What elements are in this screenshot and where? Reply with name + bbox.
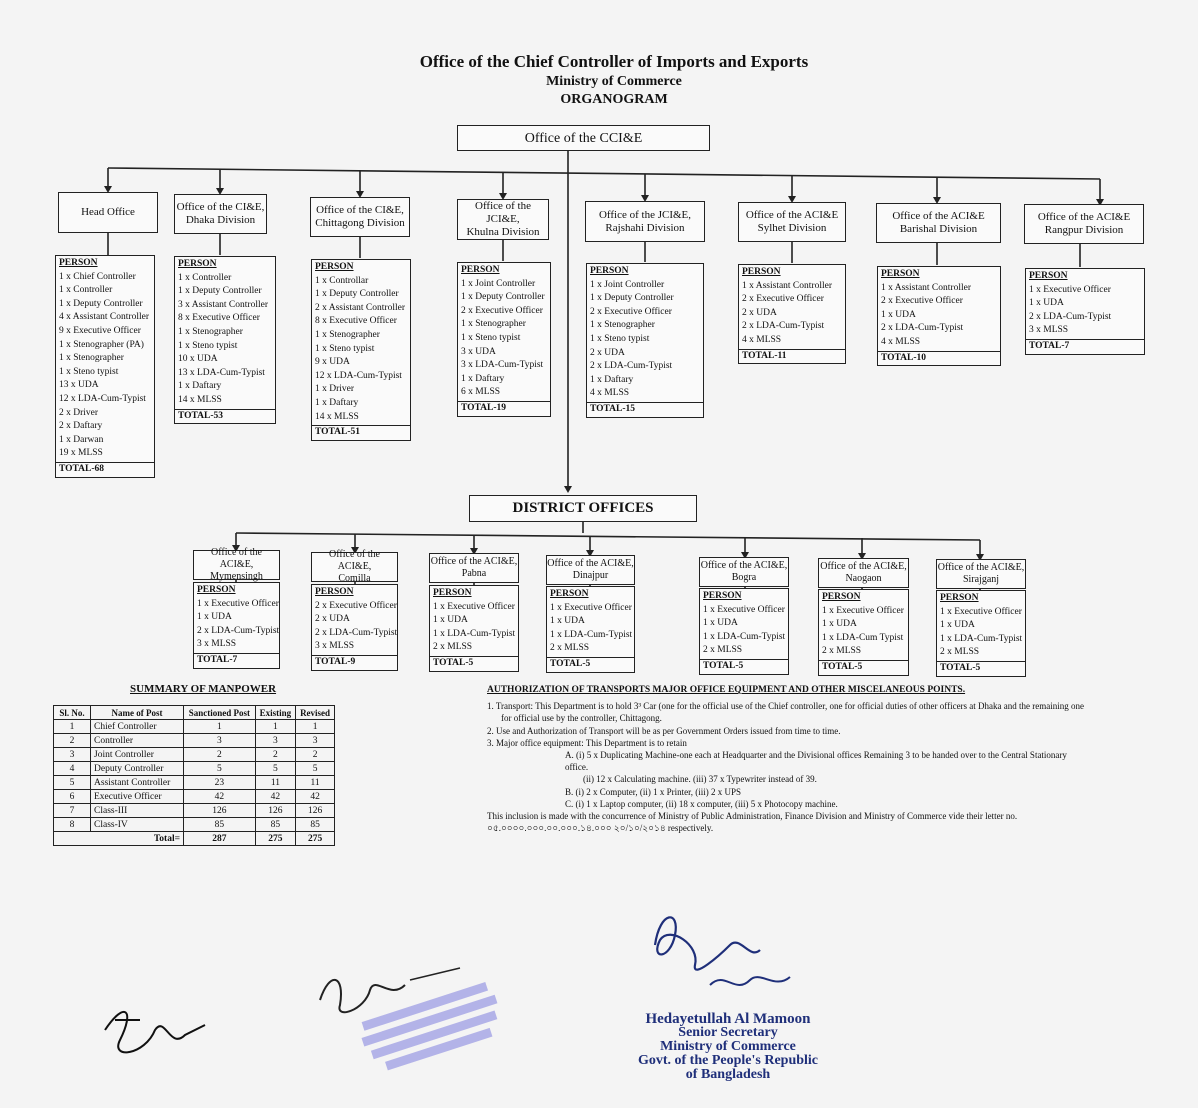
staff-line: 2 x MLSS [550, 643, 590, 654]
staff-line: 2 x Daftary [59, 421, 103, 432]
staff-line: 1 x Executive Officer [197, 598, 279, 609]
staff-line: 1 x Daftary [461, 373, 505, 384]
district-label-line: Office of the ACI&E, [820, 561, 907, 572]
summary-row [54, 720, 335, 734]
summary-cell: 85 [296, 818, 335, 832]
staff-line: 1 x LDA-Cum-Typist [703, 631, 786, 642]
staff-line: 1 x Controllar [315, 275, 369, 286]
division-label-line: Office of the CI&E, [316, 204, 404, 216]
staff-line: 1 x UDA [703, 618, 738, 629]
staff-line: 6 x MLSS [461, 387, 501, 398]
district-box-bogra [699, 557, 789, 587]
staff-line: 1 x UDA [940, 620, 975, 631]
staff-line: 3 x UDA [461, 346, 496, 357]
staff-line: 1 x Daftary [178, 381, 222, 392]
division-box-head-office [58, 192, 158, 233]
staff-line: 2 x LDA-Cum-Typist [742, 321, 825, 332]
district-label-line: Sirajganj [962, 574, 1000, 585]
summary-cell: Class-III [91, 804, 184, 818]
organogram-label: ORGANOGRAM [560, 92, 668, 107]
summary-cell: 11 [296, 776, 335, 790]
summary-cell: 11 [255, 776, 295, 790]
staff-line: 13 x UDA [59, 380, 99, 391]
staff-total: TOTAL-5 [547, 657, 634, 672]
person-heading: PERSON [703, 591, 742, 601]
summary-total-sanctioned: 287 [184, 832, 256, 846]
staff-line: 1 x UDA [197, 612, 232, 623]
person-box-sylhet [738, 264, 846, 364]
signatory-title: Senior Secretary [678, 1025, 778, 1040]
summary-cell: 1 [255, 720, 295, 734]
ministry-subtitle: Ministry of Commerce [546, 74, 682, 89]
summary-cell: 2 [184, 748, 256, 762]
authorization-sub-a2: (ii) 12 x Calculating machine. (iii) 37 x Typewriter instead of 39. [583, 774, 817, 785]
division-box-rangpur [1024, 204, 1144, 244]
staff-total: TOTAL-5 [819, 660, 908, 675]
district-box-dinajpur [546, 555, 635, 585]
district-box-naogaon [818, 558, 909, 588]
staff-line: 1 x Executive Officer [940, 606, 1022, 617]
staff-line: 1 x Steno typist [461, 332, 521, 343]
staff-line: 3 x Assistant Controller [178, 299, 268, 310]
staff-total: TOTAL-51 [312, 425, 410, 440]
staff-line: 1 x Chief Controller [59, 271, 136, 282]
summary-cell: 3 [296, 734, 335, 748]
summary-row [54, 790, 335, 804]
authorization-closing: This inclusion is made with the concurrence of Ministry of Public Administration, Finance Division and Ministry of Commerce vide their letter no. ০৫.০০০০.০০০.০০.০০০.১৪.০০০ ২০/১০/২০১৪ respectively. [487, 811, 1018, 834]
signatory-name: Hedayetullah Al Mamoon [645, 1011, 811, 1027]
staff-line: 4 x MLSS [742, 334, 782, 345]
staff-line: 2 x MLSS [822, 646, 862, 657]
staff-line: 1 x UDA [550, 616, 585, 627]
staff-line: 8 x Executive Officer [315, 316, 397, 327]
person-heading: PERSON [178, 259, 217, 269]
person-heading: PERSON [822, 592, 861, 602]
district-label-line: Office of the ACI&E, [430, 556, 518, 567]
staff-line: 2 x UDA [590, 347, 625, 358]
authorization-section [487, 684, 1087, 834]
staff-line: 1 x Assistant Controller [881, 282, 971, 293]
district-label-line: Comilla [338, 573, 371, 584]
staff-line: 1 x Daftary [590, 374, 634, 385]
staff-total: TOTAL-53 [175, 409, 275, 424]
staff-line: 9 x UDA [315, 357, 350, 368]
district-box-mymensingh [193, 547, 280, 582]
staff-total: TOTAL-19 [458, 401, 550, 416]
division-box-rajshahi [585, 201, 705, 242]
person-box-dinajpur [546, 586, 635, 673]
staff-total: TOTAL-5 [430, 656, 518, 671]
person-box-chittagong [311, 259, 411, 441]
summary-row [54, 818, 335, 832]
person-box-pabna [429, 585, 519, 672]
staff-total: TOTAL-5 [700, 659, 788, 674]
summary-total-label: Total= [54, 832, 184, 846]
person-heading: PERSON [315, 262, 354, 272]
summary-cell: 7 [54, 804, 91, 818]
district-label-line: Naogaon [845, 573, 882, 584]
staff-line: 3 x LDA-Cum-Typist [461, 360, 544, 371]
person-box-rajshahi [586, 263, 704, 418]
staff-line: 2 x Assistant Controller [315, 302, 405, 313]
district-label-line: Office of the ACI&E, [700, 560, 788, 571]
staff-line: 1 x UDA [433, 615, 468, 626]
staff-line: 1 x Stenographer [315, 329, 380, 340]
division-label-line: Office of the ACI&E [1037, 211, 1131, 223]
staff-line: 1 x Joint Controller [461, 278, 536, 289]
summary-header-cell: Existing [255, 706, 295, 720]
summary-table [53, 705, 335, 846]
division-label-line: Office of the ACI&E [892, 210, 985, 222]
staff-line: 1 x Controller [178, 272, 232, 283]
staff-line: 1 x Deputy Controller [461, 292, 545, 303]
person-heading: PERSON [461, 265, 500, 275]
staff-line: 1 x UDA [881, 309, 916, 320]
staff-line: 1 x Controller [59, 285, 113, 296]
summary-total-row [54, 832, 335, 846]
summary-cell: 3 [255, 734, 295, 748]
summary-total-existing: 275 [255, 832, 295, 846]
summary-cell: 3 [54, 748, 91, 762]
summary-row [54, 748, 335, 762]
staff-line: 1 x LDA-Cum-Typist [433, 628, 516, 639]
signatory-country: of Bangladesh [685, 1067, 771, 1082]
summary-row [54, 776, 335, 790]
district-label-line: Office of the ACI&E, [547, 558, 634, 569]
staff-total: TOTAL-5 [937, 661, 1025, 676]
staff-line: 1 x Executive Officer [1029, 284, 1111, 295]
staff-line: 2 x Executive Officer [461, 305, 543, 316]
staff-line: 3 x MLSS [1029, 325, 1069, 336]
staff-line: 1 x Steno typist [315, 343, 375, 354]
signatory-govt: Govt. of the People's Republic [637, 1053, 819, 1068]
staff-line: 1 x LDA-Cum-Typist [940, 633, 1023, 644]
division-label-line: Rangpur Division [1044, 224, 1124, 236]
summary-cell: 4 [54, 762, 91, 776]
staff-line: 1 x Assistant Controller [742, 280, 832, 291]
staff-line: 1 x Executive Officer [433, 601, 515, 612]
summary-cell: Joint Controller [91, 748, 184, 762]
division-box-sylhet [738, 202, 846, 242]
summary-cell: 85 [255, 818, 295, 832]
person-box-dhaka [174, 256, 276, 424]
staff-line: 14 x MLSS [315, 411, 359, 422]
summary-cell: 8 [54, 818, 91, 832]
handwritten-signature-left [95, 990, 215, 1070]
staff-line: 2 x Driver [59, 407, 99, 418]
staff-line: 1 x LDA-Cum Typist [822, 632, 904, 643]
summary-cell: Executive Officer [91, 790, 184, 804]
summary-cell: 126 [255, 804, 295, 818]
authorization-heading: AUTHORIZATION OF TRANSPORTS MAJOR OFFICE EQUIPMENT AND OTHER MISCELANEOUS POINTS. [487, 685, 966, 695]
district-box-comilla [311, 549, 398, 584]
summary-cell: 126 [296, 804, 335, 818]
staff-line: 4 x Assistant Controller [59, 312, 149, 323]
staff-total: TOTAL-9 [312, 655, 397, 670]
person-box-comilla [311, 584, 398, 671]
authorization-item-1: 1. Transport: This Department is to hold 3³ Car (one for the official use of the Chief controller, one for official duties of other officers at Dhaka and the remaining one for official use by the controller, Chittagong. [487, 701, 1085, 724]
summary-header-cell: Sl. No. [54, 706, 91, 720]
official-stamp-signature [310, 960, 530, 1100]
signatory-block [628, 1012, 828, 1082]
division-label-line: Dhaka Division [185, 214, 256, 226]
person-heading: PERSON [1029, 271, 1068, 281]
summary-header-cell: Name of Post [91, 706, 184, 720]
authorization-sub-b: B. (i) 2 x Computer, (ii) 1 x Printer, (iii) 2 x UPS [565, 786, 742, 797]
staff-total: TOTAL-7 [1026, 339, 1144, 354]
staff-line: 2 x MLSS [940, 647, 980, 658]
person-heading: PERSON [940, 593, 979, 603]
staff-line: 2 x LDA-Cum-Typist [315, 627, 398, 638]
summary-cell: 1 [54, 720, 91, 734]
staff-line: 1 x Stenographer [59, 353, 124, 364]
district-label-line: Office of the ACI&E, [937, 562, 1025, 573]
staff-line: 2 x UDA [742, 307, 777, 318]
division-box-khulna [457, 199, 549, 240]
staff-line: 1 x Executive Officer [550, 602, 632, 613]
summary-cell: 42 [255, 790, 295, 804]
staff-line: 9 x Executive Officer [59, 325, 141, 336]
summary-cell: Deputy Controller [91, 762, 184, 776]
staff-total: TOTAL-7 [194, 653, 279, 668]
staff-line: 1 x Stenographer [590, 320, 655, 331]
district-label-line: Bogra [731, 572, 757, 583]
staff-line: 1 x Stenographer [178, 326, 243, 337]
staff-line: 1 x Darwan [59, 434, 104, 445]
signatory-signature [640, 905, 810, 1010]
summary-cell: 6 [54, 790, 91, 804]
district-label-line: Office of the ACI&E, [211, 547, 262, 570]
authorization-sub-c: C. (i) 1 x Laptop computer, (ii) 18 x computer, (iii) 5 x Photocopy machine. [565, 798, 838, 809]
person-box-sirajganj [936, 590, 1026, 677]
person-box-barishal [877, 266, 1001, 366]
summary-cell: Chief Controller [91, 720, 184, 734]
staff-line: 2 x LDA-Cum-Typist [197, 625, 280, 636]
staff-line: 2 x Executive Officer [590, 306, 672, 317]
summary-cell: Assistant Controller [91, 776, 184, 790]
staff-line: 1 x Steno typist [178, 340, 238, 351]
district-offices-label: DISTRICT OFFICES [512, 500, 654, 516]
staff-total: TOTAL-15 [587, 402, 703, 417]
summary-cell: Class-IV [91, 818, 184, 832]
division-box-barishal [876, 203, 1001, 243]
summary-cell: 23 [184, 776, 256, 790]
summary-cell: 2 [255, 748, 295, 762]
staff-line: 10 x UDA [178, 354, 218, 365]
staff-line: 1 x Steno typist [590, 333, 650, 344]
person-heading: PERSON [742, 267, 781, 277]
summary-table-body [54, 720, 335, 832]
staff-line: 12 x LDA-Cum-Typist [315, 370, 402, 381]
district-label-line: Pabna [461, 568, 487, 579]
staff-line: 1 x Deputy Controller [178, 286, 262, 297]
district-box-pabna [429, 553, 519, 583]
summary-row [54, 734, 335, 748]
staff-line: 4 x MLSS [881, 336, 921, 347]
staff-line: 4 x MLSS [590, 388, 630, 399]
staff-line: 3 x MLSS [315, 641, 355, 652]
staff-line: 1 x UDA [1029, 298, 1064, 309]
person-box-mymensingh [193, 582, 280, 669]
staff-line: 1 x Daftary [315, 397, 359, 408]
staff-line: 8 x Executive Officer [178, 313, 260, 324]
staff-line: 2 x UDA [315, 614, 350, 625]
division-label-line: Khulna Division [466, 226, 540, 238]
person-heading: PERSON [197, 585, 236, 595]
authorization-item-3: 3. Major office equipment: This Department is to retain [487, 737, 687, 748]
person-box-khulna [457, 262, 551, 417]
staff-line: 2 x Executive Officer [881, 296, 963, 307]
staff-line: 1 x Executive Officer [822, 605, 904, 616]
staff-line: 1 x UDA [822, 619, 857, 630]
authorization-sub-a: A. (i) 5 x Duplicating Machine-one each at Headquarter and the Divisional offices Remaining 3 to be handed over to the Central Stationary office. [565, 750, 1067, 773]
staff-line: 2 x LDA-Cum-Typist [1029, 311, 1112, 322]
staff-total: TOTAL-68 [56, 462, 154, 477]
person-box-bogra [699, 588, 789, 675]
summary-header-cell: Sanctioned Post [184, 706, 256, 720]
document-title: Office of the Chief Controller of Imports and Exports [419, 52, 809, 71]
summary-header-cell: Revised [296, 706, 335, 720]
division-label-line: Chittagong Division [315, 217, 405, 229]
summary-cell: 1 [184, 720, 256, 734]
staff-line: 1 x Executive Officer [703, 604, 785, 615]
signatory-ministry: Ministry of Commerce [660, 1039, 796, 1054]
division-box-chittagong [310, 197, 410, 237]
division-label-line: Office of the CI&E, [176, 201, 265, 213]
staff-line: 2 x MLSS [433, 642, 473, 653]
authorization-item-2: 2. Use and Authorization of Transport will be as per Government Orders issued from time to time. [487, 725, 841, 736]
summary-cell: 5 [184, 762, 256, 776]
summary-cell: 2 [296, 748, 335, 762]
summary-cell: 85 [184, 818, 256, 832]
division-label-line: Sylhet Division [757, 222, 827, 234]
summary-row [54, 804, 335, 818]
division-label-line: Barishal Division [899, 223, 978, 235]
staff-total: TOTAL-11 [739, 349, 845, 364]
summary-cell: 5 [255, 762, 295, 776]
staff-line: 1 x Joint Controller [590, 279, 665, 290]
summary-cell: 2 [54, 734, 91, 748]
summary-cell: 5 [54, 776, 91, 790]
person-heading: PERSON [59, 258, 98, 268]
staff-line: 2 x LDA-Cum-Typist [881, 323, 964, 334]
person-heading: PERSON [881, 269, 920, 279]
staff-line: 3 x MLSS [197, 639, 237, 650]
summary-cell: Controller [91, 734, 184, 748]
staff-line: 19 x MLSS [59, 448, 103, 459]
summary-cell: 42 [296, 790, 335, 804]
staff-line: 2 x MLSS [703, 645, 743, 656]
staff-line: 12 x LDA-Cum-Typist [59, 393, 146, 404]
district-label-line: Office of the ACI&E, [329, 549, 380, 572]
summary-total-revised: 275 [296, 832, 335, 846]
staff-line: 2 x LDA-Cum-Typist [590, 361, 673, 372]
staff-line: 1 x Steno typist [59, 366, 119, 377]
district-box-sirajganj [936, 559, 1026, 589]
staff-line: 14 x MLSS [178, 394, 222, 405]
staff-line: 2 x Executive Officer [315, 600, 397, 611]
staff-line: 1 x Deputy Controller [315, 289, 399, 300]
division-label-line: Office of the ACI&E [745, 209, 839, 221]
division-label-line: Office of the JCI&E, [475, 200, 531, 225]
staff-line: 1 x Stenographer (PA) [59, 339, 144, 350]
person-heading: PERSON [590, 266, 629, 276]
summary-cell: 3 [184, 734, 256, 748]
root-office-box [457, 125, 710, 151]
staff-line: 1 x LDA-Cum-Typist [550, 629, 633, 640]
summary-title: SUMMARY OF MANPOWER [130, 683, 277, 695]
person-box-naogaon [818, 589, 909, 676]
person-heading: PERSON [550, 589, 589, 599]
district-offices-header [469, 495, 697, 522]
division-label-line: Office of the JCI&E, [598, 208, 692, 221]
summary-cell: 1 [296, 720, 335, 734]
summary-cell: 42 [184, 790, 256, 804]
staff-line: 2 x Executive Officer [742, 294, 824, 305]
district-label-line: Dinajpur [572, 570, 609, 581]
person-heading: PERSON [315, 587, 354, 597]
staff-line: 1 x Stenographer [461, 319, 526, 330]
staff-line: 13 x LDA-Cum-Typist [178, 367, 265, 378]
person-heading: PERSON [433, 588, 472, 598]
division-label-line: Rajshahi Division [605, 221, 685, 234]
summary-header-row [54, 706, 335, 720]
person-box-rangpur [1025, 268, 1145, 355]
district-label-line: Mymensingh [210, 571, 263, 582]
staff-total: TOTAL-10 [878, 351, 1000, 366]
root-office-label: Office of the CCI&E [524, 130, 643, 146]
person-box-head-office [55, 255, 155, 478]
division-label-line: Head Office [81, 206, 135, 218]
staff-line: 1 x Driver [315, 384, 355, 395]
summary-cell: 5 [296, 762, 335, 776]
summary-cell: 126 [184, 804, 256, 818]
staff-line: 1 x Deputy Controller [590, 293, 674, 304]
staff-line: 1 x Deputy Controller [59, 298, 143, 309]
division-box-dhaka [174, 194, 267, 234]
summary-row [54, 762, 335, 776]
